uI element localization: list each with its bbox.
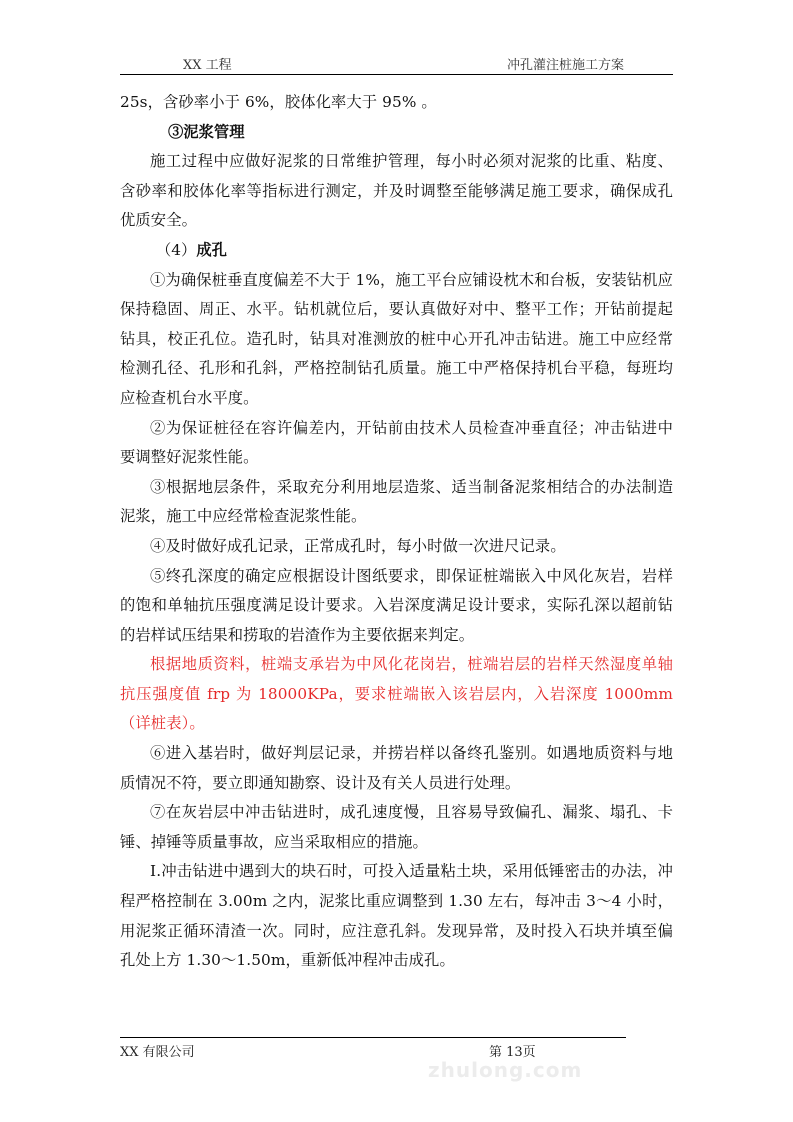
footer-company: XX 有限公司 <box>120 1045 195 1060</box>
paragraph-item-3: ③根据地层条件，采取充分利用地层造浆、适当制备泥浆相结合的办法制造泥浆，施工中应经常检查泥浆性能。 <box>120 477 673 526</box>
heading-mud-management: ③泥浆管理 <box>168 122 245 141</box>
paragraph-item-1: ①为确保桩垂直度偏差不大于 1%，施工平台应铺设枕木和台板，安装钻机应保持稳固、周正、水平。钻机就位后，要认真做好对中、整平工作；开钻前提起钻具，校正孔位。造孔时，钻具对准测放的桩中心开孔冲击钻进。施工中应经常检测孔径、孔形和孔斜，严格控制钻孔质量。施工中严格保持机台平稳，每班均应检查机台水平度。 <box>120 270 673 407</box>
watermark: zhulong.com <box>428 1058 583 1082</box>
footer-divider <box>120 1037 626 1038</box>
header-divider <box>120 74 673 75</box>
paragraph-item-5: ⑤终孔深度的确定应根据设计图纸要求，即保证桩端嵌入中风化灰岩，岩样的饱和单轴抗压强度满足设计要求。入岩深度满足设计要求，实际孔深以超前钻的岩样试压结果和捞取的岩渣作为主要依据来判定。 <box>120 566 673 644</box>
heading-text: 成孔 <box>196 240 227 259</box>
paragraph-mud-management: 施工过程中应做好泥浆的日常维护管理，每小时必须对泥浆的比重、粘度、含砂率和胶体化率等指标进行测定，并及时调整至能够满足施工要求，确保成孔优质安全。 <box>120 152 673 230</box>
document-body <box>120 88 673 976</box>
paragraph-measure-1: Ⅰ.冲击钻进中遇到大的块石时，可投入适量粘土块，采用低锤密击的办法，冲程严格控制在 3.00m 之内，泥浆比重应调整到 1.30 左右，每冲击 3～4 小时，用泥浆正循环清渣一次。同时，应注意孔斜。发现异常，及时投入石块并填至偏孔处上方 1.30～1.50m，重新低冲程冲击成孔。 <box>120 862 673 970</box>
header-document-title: 冲孔灌注桩施工方案 <box>507 58 625 73</box>
header-project-name: XX 工程 <box>183 58 232 73</box>
paragraph-item-4: ④及时做好成孔记录，正常成孔时，每小时做一次进尺记录。 <box>150 536 566 555</box>
heading-hole-forming <box>120 236 673 266</box>
paragraph-item-6: ⑥进入基岩时，做好判层记录，并捞岩样以备终孔鉴别。如遇地质资料与地质情况不符，要立即通知勘察、设计及有关人员进行处理。 <box>120 744 673 792</box>
paragraph-item-7: ⑦在灰岩层中冲击钻进时，成孔速度慢，且容易导致偏孔、漏浆、塌孔、卡锤、掉锤等质量事故，应当采取相应的措施。 <box>120 803 673 851</box>
paragraph-item-2: ②为保证桩径在容许偏差内，开钻前由技术人员检查冲垂直径；冲击钻进中要调整好泥浆性能。 <box>120 418 673 467</box>
paragraph-continuation: 25s，含砂率小于 6%，胶体化率大于 95% 。 <box>120 93 437 111</box>
paragraph-geology-note: 根据地质资料，桩端支承岩为中风化花岗岩，桩端岩层的岩样天然湿度单轴抗压强度值 frp 为 18000KPa，要求桩端嵌入该岩层内，入岩深度 1000mm（详桩表）。 <box>120 655 673 733</box>
footer-page-number: 第 13页 <box>489 1045 536 1060</box>
heading-number: （4） <box>156 240 197 259</box>
